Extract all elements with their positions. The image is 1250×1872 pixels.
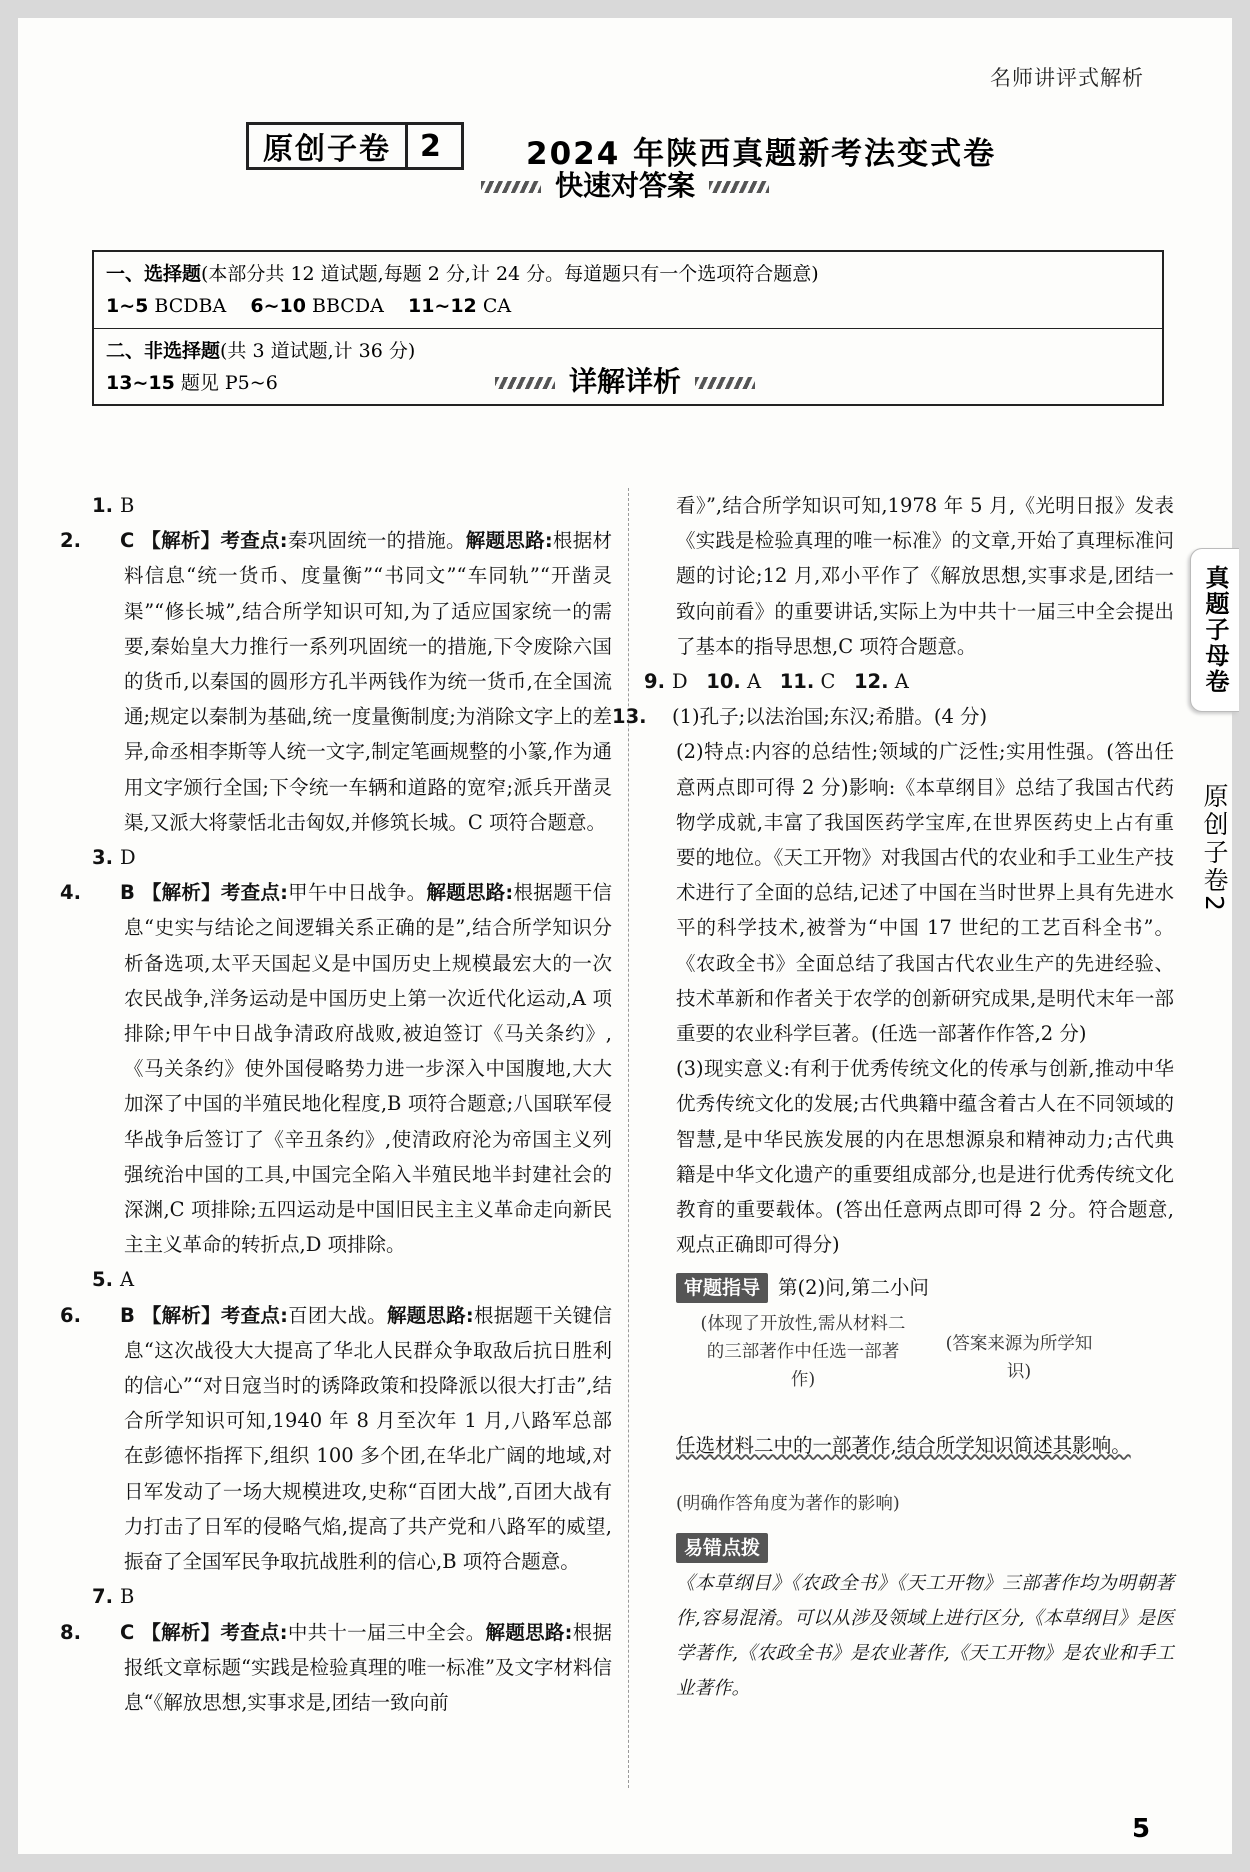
page-title: 2024 年陕西真题新考法变式卷 <box>526 136 997 172</box>
side-tab-original: 原创子卷2 <box>1200 783 1229 914</box>
error-tag: 易错点拨 <box>676 1533 768 1563</box>
header-brand: 名师讲评式解析 <box>990 66 1144 90</box>
quick-answer-heading: 快速对答案 <box>18 164 1232 204</box>
page <box>18 18 1232 1854</box>
guide-note-2: (答案来源为所学知识) <box>945 1334 1093 1383</box>
right-column <box>612 488 1174 1706</box>
answer-part1: 一、选择题(本部分共 12 道试题,每题 2 分,计 24 分。每道题只有一个选项符合题意) 1~5 BCDBA 6~10 BBCDA 11~12 CA <box>106 263 819 317</box>
answer-q1: 1. B <box>92 494 135 517</box>
title-tag-box <box>246 122 464 170</box>
answer-q13-3: (3)现实意义:有利于优秀传统文化的传承与创新,推动中华优秀传统文化的发展;古代典籍中蕴含着古人在不同领域的智慧,是中华民族发展的内在思想源泉和精神动力;古代典籍是中华文化遗产的重要组成部分,也是进行优秀传统文化教育的重要载体。(答出任意两点即可得 2 分。符合题意,观点正确即可得分) <box>676 1057 1174 1257</box>
error-body: 《本草纲目》《农政全书》《天工开物》三部著作均为明朝著作,容易混淆。可以从涉及领域上进行区分,《本草纲目》是医学著作,《农政全书》是农业著作,《天工开物》是农业和手工业著作。 <box>676 1572 1174 1699</box>
title-tag-num: 2 <box>405 125 441 167</box>
side-tab-exam[interactable]: 真题子母卷 <box>1190 548 1239 712</box>
answer-q8: 8. C 【解析】考查点:中共十一届三中全会。解题思路:根据报纸文章标题“实践是检验真理的唯一标准”及文字材料信息“《解放思想,实事求是,团结一致向前 <box>60 1620 612 1714</box>
title-tag: 原创子卷 <box>263 132 391 167</box>
guide-note-3: (明确作答角度为著作的影响) <box>676 1494 900 1515</box>
answer-part2: 二、非选择题(共 3 道试题,计 36 分) 13~15 题见 P5~6 <box>94 328 1162 405</box>
answer-q8-continued: 看》”,结合所学知识可知,1978 年 5 月,《光明日报》发表《实践是检验真理的唯一标准》的文章,开始了真理标准问题的讨论;12 月,邓小平作了《解放思想,实事求是,团结一致向前看》的重要讲话,实际上为中共十一届三中全会提出了基本的指导思想,C 项符合题意。 <box>676 494 1174 658</box>
answer-q13-1: 13. (1)孔子;以法治国;东汉;希腊。(4 分) <box>612 705 988 729</box>
answer-q2: 2. C 【解析】考查点:秦巩固统一的措施。解题思路:根据材料信息“统一货币、度量衡”“书同文”“车同轨”“开凿灵渠”“修长城”,结合所学知识可知,为了适应国家统一的需要,秦始皇大力推行一系列巩固统一的措施,下令废除六国的货币,以秦国的圆形方孔半两钱作为统一货币,在全国流通;规定以秦制为基础,统一度量衡制度;为消除文字上的差异,命丞相李斯等人统一文字,制定笔画规整的小篆,作为通用文字颁行全国;下令统一车辆和道路的宽窄;派兵开凿灵渠,又派大将蒙恬北击匈奴,并修筑长城。C 项符合题意。 <box>60 529 612 834</box>
answer-q4: 4. B 【解析】考查点:甲午中日战争。解题思路:根据题干信息“史实与结论之间逻辑关系正确的是”,结合所学知识分析备选项,太平天国起义是中国历史上规模最宏大的一次农民战争,洋务运动是中国历史上第一次近代化运动,A 项排除;甲午中日战争清政府战败,被迫签订《马关条约》,《马关条约》使外国侵略势力进一步深入中国腹地,大大加深了中国的半殖民地化程度,B 项符合题意;八国联军侵华战争后签订了《辛丑条约》,使清政府沦为帝国主义列强统治中国的工具,中国完全陷入半殖民地半封建社会的深渊,C 项排除;五四运动是中国旧民主主义革命走向新民主主义革命的转折点,D 项排除。 <box>60 881 612 1257</box>
guide-section <box>644 1270 1174 1520</box>
deco-bars-icon <box>709 181 769 193</box>
answer-q7: 7. B <box>92 1585 135 1609</box>
guide-sentence: 任选材料二中的一部著作,结合所学知识简述其影响。 <box>676 1434 1131 1458</box>
deco-bars-icon <box>495 377 555 389</box>
column-divider <box>628 488 629 1788</box>
answer-q9-12: 9. D 10. A 11. C 12. A <box>644 670 909 694</box>
guide-note-1: (体现了开放性,需从材料二的三部著作中任选一部著作) <box>700 1314 906 1391</box>
detail-heading: 详解详析 <box>18 360 1232 400</box>
deco-bars-icon <box>695 377 755 389</box>
page-number: 5 <box>1132 1814 1151 1844</box>
guide-label: 第(2)问,第二小问 <box>778 1276 929 1300</box>
answer-q13-2: (2)特点:内容的总结性;领域的广泛性;实用性强。(答出任意两点即可得 2 分)影响:《本草纲目》总结了我国古代药物学成就,丰富了我国医药学宝库,在世界医药史上占有重要的地位。《天工开物》对我国古代的农业和手工业生产技术进行了全面的总结,记述了中国在当时世界上具有先进水平的科学技术,被誉为“中国 17 世纪的工艺百科全书”。《农政全书》全面总结了我国古代农业生产的先进经验、技术革新和作者关于农学的创新研究成果,是明代末年一部重要的农业科学巨著。(任选一部著作作答,2 分) <box>676 740 1174 1046</box>
deco-bars-icon <box>481 181 541 193</box>
error-section <box>644 1530 1174 1705</box>
answer-q5: 5. A <box>92 1268 135 1292</box>
guide-tag: 审题指导 <box>676 1273 768 1303</box>
answer-q6: 6. B 【解析】考查点:百团大战。解题思路:根据题干关键信息“这次战役大大提高了华北人民群众争取敌后抗日胜利的信心”“对日寇当时的诱降政策和投降派以很大打击”,结合所学知识可知,1940 年 8 月至次年 1 月,八路军总部在彭德怀指挥下,组织 100 多个团,在华北广阔的地域,对日军发动了一场大规模进攻,史称“百团大战”,百团大战有力打击了日军的侵略气焰,提高了共产党和八路军的威望,振奋了全国军民争取抗战胜利的信心,B 项符合题意。 <box>60 1303 612 1574</box>
left-column <box>60 488 612 1720</box>
answer-q3: 3. D <box>92 846 136 870</box>
